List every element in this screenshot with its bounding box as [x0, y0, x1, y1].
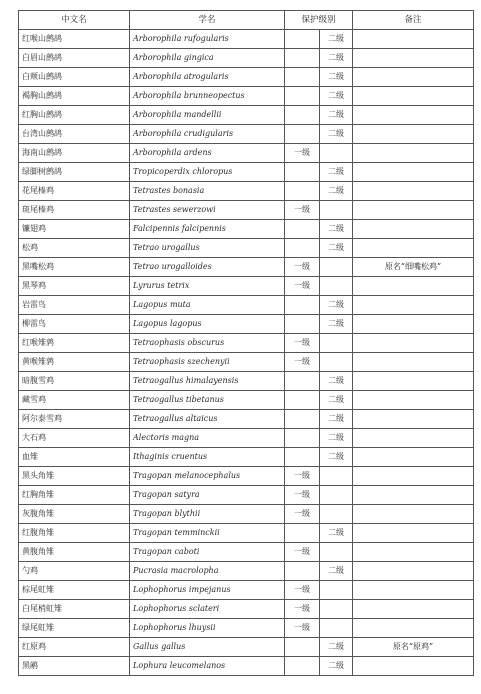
- level-1-cell: [285, 182, 320, 201]
- level-2-cell: [320, 353, 353, 372]
- level-2-cell: 二级: [320, 125, 353, 144]
- table-row: [19, 429, 474, 448]
- level-2-cell: 二级: [320, 448, 353, 467]
- level-2-cell: 二级: [320, 106, 353, 125]
- chinese-name-cell: 黄腹角雉: [19, 543, 130, 562]
- chinese-name-cell: 绿尾虹雉: [19, 619, 130, 638]
- level-2-cell: 二级: [320, 391, 353, 410]
- table-row: [19, 315, 474, 334]
- chinese-name-cell: 褐胸山鹧鸪: [19, 87, 130, 106]
- table-row: [19, 106, 474, 125]
- level-1-cell: 一级: [285, 334, 320, 353]
- remarks-cell: [353, 543, 474, 562]
- chinese-name-cell: 岩雷鸟: [19, 296, 130, 315]
- scientific-name-cell: Arborophila brunneopectus: [130, 87, 285, 106]
- level-2-cell: 二级: [320, 30, 353, 49]
- scientific-name-cell: Tetrastes sewerzowi: [130, 201, 285, 220]
- chinese-name-cell: 暗腹雪鸡: [19, 372, 130, 391]
- level-2-cell: 二级: [320, 68, 353, 87]
- level-1-cell: [285, 106, 320, 125]
- level-2-cell: 二级: [320, 429, 353, 448]
- level-2-cell: [320, 258, 353, 277]
- table-row: [19, 486, 474, 505]
- level-1-cell: [285, 391, 320, 410]
- table-row: [19, 505, 474, 524]
- level-1-cell: 一级: [285, 258, 320, 277]
- level-2-cell: 二级: [320, 239, 353, 258]
- header-protection-level: 保护级别: [285, 11, 353, 30]
- table-row: [19, 524, 474, 543]
- header-scientific-name: 学名: [130, 11, 285, 30]
- level-2-cell: [320, 144, 353, 163]
- scientific-name-cell: Tetraogallus altaicus: [130, 410, 285, 429]
- level-1-cell: [285, 125, 320, 144]
- scientific-name-cell: Tropicoperdix chloropus: [130, 163, 285, 182]
- scientific-name-cell: Arborophila crudigularis: [130, 125, 285, 144]
- level-2-cell: [320, 277, 353, 296]
- remarks-cell: [353, 467, 474, 486]
- table-row: [19, 201, 474, 220]
- chinese-name-cell: 柳雷鸟: [19, 315, 130, 334]
- scientific-name-cell: Tetrao urogallus: [130, 239, 285, 258]
- level-2-cell: [320, 600, 353, 619]
- table-row: [19, 296, 474, 315]
- level-2-cell: [320, 619, 353, 638]
- chinese-name-cell: 红腹角雉: [19, 524, 130, 543]
- table-row: [19, 163, 474, 182]
- chinese-name-cell: 灰腹角雉: [19, 505, 130, 524]
- table-row: [19, 600, 474, 619]
- scientific-name-cell: Tetrastes bonasia: [130, 182, 285, 201]
- level-1-cell: [285, 410, 320, 429]
- level-1-cell: [285, 562, 320, 581]
- level-1-cell: [285, 220, 320, 239]
- chinese-name-cell: 台湾山鹧鸪: [19, 125, 130, 144]
- table-row: [19, 638, 474, 657]
- chinese-name-cell: 棕尾虹雉: [19, 581, 130, 600]
- level-1-cell: [285, 49, 320, 68]
- level-1-cell: 一级: [285, 201, 320, 220]
- table-row: [19, 448, 474, 467]
- scientific-name-cell: Arborophila ardens: [130, 144, 285, 163]
- table-row: [19, 619, 474, 638]
- chinese-name-cell: 勺鸡: [19, 562, 130, 581]
- scientific-name-cell: Alectoris magna: [130, 429, 285, 448]
- level-2-cell: 二级: [320, 657, 353, 676]
- remarks-cell: [353, 220, 474, 239]
- level-1-cell: [285, 315, 320, 334]
- level-1-cell: [285, 429, 320, 448]
- remarks-cell: [353, 125, 474, 144]
- level-1-cell: [285, 657, 320, 676]
- scientific-name-cell: Tetraophasis obscurus: [130, 334, 285, 353]
- chinese-name-cell: 海南山鹧鸪: [19, 144, 130, 163]
- table-header-row: [19, 11, 474, 30]
- scientific-name-cell: Tragopan caboti: [130, 543, 285, 562]
- scientific-name-cell: Gallus gallus: [130, 638, 285, 657]
- remarks-cell: [353, 144, 474, 163]
- species-protection-table: [18, 10, 474, 676]
- remarks-cell: [353, 486, 474, 505]
- chinese-name-cell: 斑尾榛鸡: [19, 201, 130, 220]
- level-1-cell: 一级: [285, 581, 320, 600]
- chinese-name-cell: 黄喉雉鹑: [19, 353, 130, 372]
- scientific-name-cell: Lyrurus tetrix: [130, 277, 285, 296]
- chinese-name-cell: 红胸角雉: [19, 486, 130, 505]
- level-1-cell: [285, 87, 320, 106]
- level-2-cell: 二级: [320, 372, 353, 391]
- remarks-cell: [353, 334, 474, 353]
- remarks-cell: [353, 49, 474, 68]
- table-row: [19, 239, 474, 258]
- table-row: [19, 657, 474, 676]
- scientific-name-cell: Lophophorus sclateri: [130, 600, 285, 619]
- remarks-cell: [353, 239, 474, 258]
- table-row: [19, 68, 474, 87]
- level-2-cell: 二级: [320, 220, 353, 239]
- table-row: [19, 467, 474, 486]
- level-1-cell: 一级: [285, 486, 320, 505]
- remarks-cell: [353, 201, 474, 220]
- table-row: [19, 49, 474, 68]
- level-2-cell: 二级: [320, 296, 353, 315]
- scientific-name-cell: Tragopan blythii: [130, 505, 285, 524]
- table-row: [19, 182, 474, 201]
- chinese-name-cell: 白尾梢虹雉: [19, 600, 130, 619]
- table-row: [19, 277, 474, 296]
- chinese-name-cell: 绿脚树鹧鸪: [19, 163, 130, 182]
- remarks-cell: [353, 410, 474, 429]
- scientific-name-cell: Falcipennis falcipennis: [130, 220, 285, 239]
- chinese-name-cell: 红原鸡: [19, 638, 130, 657]
- remarks-cell: [353, 87, 474, 106]
- chinese-name-cell: 松鸡: [19, 239, 130, 258]
- remarks-cell: [353, 30, 474, 49]
- scientific-name-cell: Tetraogallus himalayensis: [130, 372, 285, 391]
- remarks-cell: [353, 372, 474, 391]
- level-2-cell: [320, 334, 353, 353]
- table-row: [19, 87, 474, 106]
- scientific-name-cell: Tetrao urogalloides: [130, 258, 285, 277]
- table-row: [19, 391, 474, 410]
- chinese-name-cell: 大石鸡: [19, 429, 130, 448]
- remarks-cell: [353, 391, 474, 410]
- level-2-cell: [320, 467, 353, 486]
- remarks-cell: [353, 600, 474, 619]
- remarks-cell: [353, 68, 474, 87]
- chinese-name-cell: 黑鹇: [19, 657, 130, 676]
- chinese-name-cell: 白眉山鹧鸪: [19, 49, 130, 68]
- scientific-name-cell: Arborophila rufogularis: [130, 30, 285, 49]
- scientific-name-cell: Lophophorus impejanus: [130, 581, 285, 600]
- chinese-name-cell: 阿尔泰雪鸡: [19, 410, 130, 429]
- level-1-cell: [285, 239, 320, 258]
- chinese-name-cell: 藏雪鸡: [19, 391, 130, 410]
- level-1-cell: [285, 448, 320, 467]
- table-row: [19, 258, 474, 277]
- remarks-cell: [353, 657, 474, 676]
- level-1-cell: [285, 524, 320, 543]
- scientific-name-cell: Tragopan melanocephalus: [130, 467, 285, 486]
- remarks-cell: [353, 581, 474, 600]
- chinese-name-cell: 黑嘴松鸡: [19, 258, 130, 277]
- level-2-cell: 二级: [320, 49, 353, 68]
- scientific-name-cell: Tetraophasis szechenyii: [130, 353, 285, 372]
- level-1-cell: [285, 68, 320, 87]
- level-1-cell: [285, 163, 320, 182]
- level-2-cell: 二级: [320, 182, 353, 201]
- table-row: [19, 144, 474, 163]
- scientific-name-cell: Ithaginis cruentus: [130, 448, 285, 467]
- table-row: [19, 30, 474, 49]
- level-2-cell: 二级: [320, 524, 353, 543]
- level-1-cell: 一级: [285, 619, 320, 638]
- level-2-cell: [320, 581, 353, 600]
- chinese-name-cell: 红喉雉鹑: [19, 334, 130, 353]
- table-row: [19, 334, 474, 353]
- level-1-cell: [285, 30, 320, 49]
- level-2-cell: 二级: [320, 410, 353, 429]
- level-2-cell: [320, 486, 353, 505]
- scientific-name-cell: Tragopan temminckii: [130, 524, 285, 543]
- scientific-name-cell: Lophura leucomelanos: [130, 657, 285, 676]
- level-1-cell: [285, 296, 320, 315]
- level-2-cell: [320, 201, 353, 220]
- scientific-name-cell: Lophophorus lhuysii: [130, 619, 285, 638]
- scientific-name-cell: Lagopus muta: [130, 296, 285, 315]
- level-2-cell: 二级: [320, 163, 353, 182]
- table-row: [19, 125, 474, 144]
- scientific-name-cell: Pucrasia macrolopha: [130, 562, 285, 581]
- remarks-cell: [353, 315, 474, 334]
- remarks-cell: [353, 524, 474, 543]
- chinese-name-cell: 花尾榛鸡: [19, 182, 130, 201]
- remarks-cell: 原名“细嘴松鸡”: [353, 258, 474, 277]
- remarks-cell: [353, 163, 474, 182]
- scientific-name-cell: Tragopan satyra: [130, 486, 285, 505]
- chinese-name-cell: 白颊山鹧鸪: [19, 68, 130, 87]
- level-2-cell: 二级: [320, 315, 353, 334]
- remarks-cell: 原名“原鸡”: [353, 638, 474, 657]
- scientific-name-cell: Arborophila gingica: [130, 49, 285, 68]
- header-remarks: 备注: [353, 11, 474, 30]
- level-1-cell: 一级: [285, 543, 320, 562]
- remarks-cell: [353, 429, 474, 448]
- remarks-cell: [353, 562, 474, 581]
- level-1-cell: [285, 638, 320, 657]
- chinese-name-cell: 红喉山鹧鸪: [19, 30, 130, 49]
- scientific-name-cell: Arborophila mandellii: [130, 106, 285, 125]
- table-row: [19, 581, 474, 600]
- remarks-cell: [353, 106, 474, 125]
- table-row: [19, 543, 474, 562]
- scientific-name-cell: Arborophila atrogularis: [130, 68, 285, 87]
- level-2-cell: [320, 543, 353, 562]
- level-1-cell: 一级: [285, 505, 320, 524]
- remarks-cell: [353, 277, 474, 296]
- scientific-name-cell: Lagopus lagopus: [130, 315, 285, 334]
- chinese-name-cell: 镰翅鸡: [19, 220, 130, 239]
- chinese-name-cell: 黑头角雉: [19, 467, 130, 486]
- remarks-cell: [353, 353, 474, 372]
- table-row: [19, 372, 474, 391]
- scientific-name-cell: Tetraogallus tibetanus: [130, 391, 285, 410]
- remarks-cell: [353, 448, 474, 467]
- level-1-cell: 一级: [285, 277, 320, 296]
- level-1-cell: 一级: [285, 353, 320, 372]
- remarks-cell: [353, 619, 474, 638]
- chinese-name-cell: 红胸山鹧鸪: [19, 106, 130, 125]
- level-1-cell: [285, 372, 320, 391]
- table-row: [19, 562, 474, 581]
- table-row: [19, 220, 474, 239]
- level-2-cell: 二级: [320, 638, 353, 657]
- chinese-name-cell: 血雉: [19, 448, 130, 467]
- level-1-cell: 一级: [285, 144, 320, 163]
- table-row: [19, 353, 474, 372]
- remarks-cell: [353, 296, 474, 315]
- level-2-cell: 二级: [320, 562, 353, 581]
- level-1-cell: 一级: [285, 467, 320, 486]
- level-2-cell: 二级: [320, 87, 353, 106]
- header-chinese-name: 中文名: [19, 11, 130, 30]
- level-2-cell: [320, 505, 353, 524]
- chinese-name-cell: 黑琴鸡: [19, 277, 130, 296]
- remarks-cell: [353, 182, 474, 201]
- table-row: [19, 410, 474, 429]
- remarks-cell: [353, 505, 474, 524]
- level-1-cell: 一级: [285, 600, 320, 619]
